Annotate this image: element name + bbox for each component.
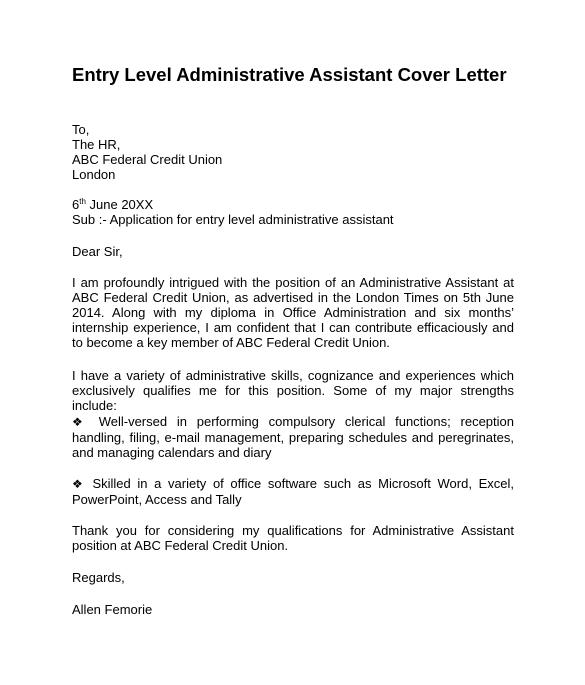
recipient-address	[72, 122, 514, 182]
body-paragraph-intro: I am profoundly intrigued with the position of an Administrative Assistant at ABC Federal Credit Union, as advertised in the London Times on 5th June 2014. Along with my diploma in Office Administration and six months’ internship experience, I am confident that I can contribute efficaciously and to become a key member of ABC Federal Credit Union.	[72, 275, 514, 350]
recipient-line-company: ABC Federal Credit Union	[72, 152, 223, 167]
recipient-line-city: London	[72, 167, 116, 182]
recipient-line-hr: The HR,	[72, 137, 121, 152]
diamond-bullet-icon: ❖	[72, 415, 89, 429]
date-day: 6	[72, 197, 80, 212]
recipient-line-to: To,	[72, 122, 90, 137]
diamond-bullet-icon: ❖	[72, 477, 86, 491]
closing: Regards,	[72, 570, 125, 585]
date-subject-block	[72, 197, 514, 227]
document-title: Entry Level Administrative Assistant Cover Letter	[72, 64, 507, 85]
letter-subject: Sub :- Application for entry level administrative assistant	[72, 212, 394, 227]
date-rest: June 20XX	[85, 197, 154, 212]
bullet-item	[72, 414, 514, 460]
date-suffix: th	[79, 197, 86, 206]
bullet-text: Skilled in a variety of office software such as Microsoft Word, Excel, PowerPoint, Access and Tally	[72, 476, 514, 507]
bullet-item	[72, 476, 514, 507]
signature-name: Allen Femorie	[72, 602, 153, 617]
bullet-text: Well-versed in performing compulsory clerical functions; reception handling, filing, e-mail management, preparing schedules and peregrinates, and managing calendars and diary	[72, 414, 514, 460]
body-paragraph-thanks: Thank you for considering my qualifications for Administrative Assistant position at ABC Federal Credit Union.	[72, 523, 514, 553]
letter-date	[72, 197, 514, 212]
body-paragraph-skills: I have a variety of administrative skills, cognizance and experiences which exclusively qualifies me for this position. Some of my major strengths include:	[72, 368, 514, 413]
salutation: Dear Sir,	[72, 244, 123, 259]
